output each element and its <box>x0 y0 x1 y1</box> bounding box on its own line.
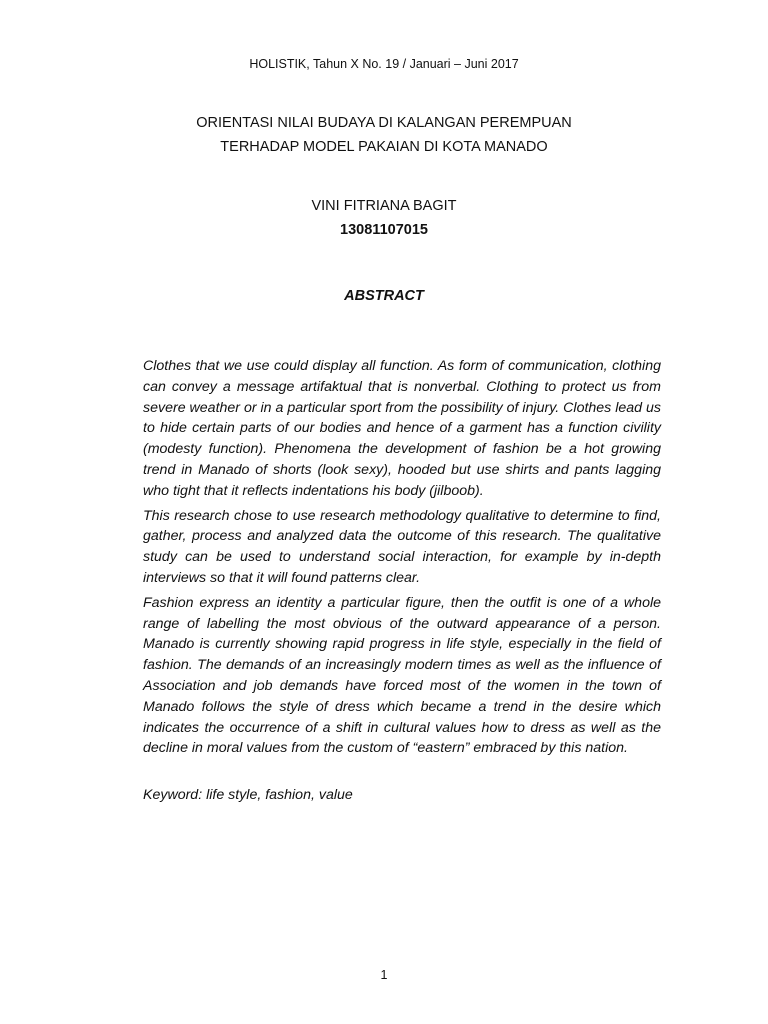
keywords: Keyword: life style, fashion, value <box>143 787 353 803</box>
abstract-paragraph-1: Clothes that we use could display all function. As form of communication, clothing can convey a message artifaktual that is nonverbal. Clothing to protect us from severe weather or in a particular sport from the possibility of injury. Clothes lead us to hide certain parts of our bodies and hence of a garment has a function civility (modesty function). Phenomena the development of fashion be a hot growing trend in Manado of shorts (look sexy), hooded but use shirts and pants lagging who tight that it reflects indentations his body (jilboob). <box>143 358 661 499</box>
journal-header: HOLISTIK, Tahun X No. 19 / Januari – Juni 2017 <box>249 57 519 71</box>
abstract-body <box>143 356 661 763</box>
paper-title <box>0 111 768 159</box>
title-line-1: ORIENTASI NILAI BUDAYA DI KALANGAN PEREMPUAN <box>196 115 572 131</box>
abstract-paragraph-3: Fashion express an identity a particular figure, then the outfit is one of a whole range of labelling the most obvious of the outward appearance of a person. Manado is currently showing rapid progress in life style, especially in the field of fashion. The demands of an increasingly modern times as well as the influence of Association and job demands have forced most of the women in the town of Manado follows the style of dress which became a trend in the desire which indicates the occurrence of a shift in cultural values how to dress as well as the decline in moral values from the custom of “eastern” embraced by this nation. <box>143 594 661 757</box>
abstract-paragraph-2: This research chose to use research methodology qualitative to determine to find, gather, process and analyzed data the outcome of this research. The qualitative study can be used to understand social interaction, for example by in-depth interviews so that it will found patterns clear. <box>143 507 661 586</box>
author-block <box>0 194 768 242</box>
title-line-2: TERHADAP MODEL PAKAIAN DI KOTA MANADO <box>220 139 548 155</box>
author-id: 13081107015 <box>340 222 428 238</box>
author-name: VINI FITRIANA BAGIT <box>311 198 457 214</box>
abstract-heading: ABSTRACT <box>344 288 424 304</box>
page-number: 1 <box>380 968 388 982</box>
